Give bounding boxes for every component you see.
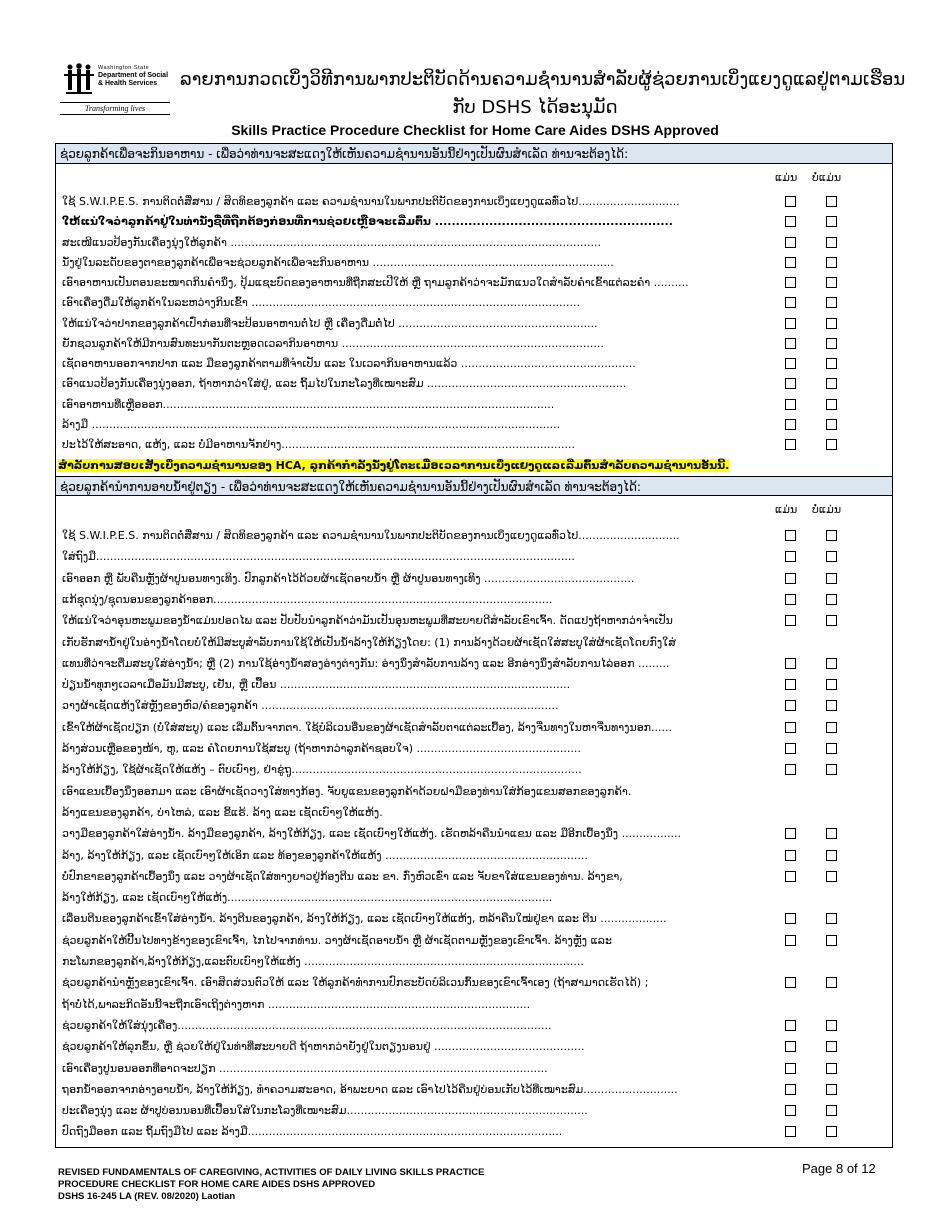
checklist-item: ເຊັດອາຫານອອກຈາກປາກ ແລະ ມືຂອງລູກຄ້າຕາມທີ່ຈຳເປັນ ແລະ ໃນເວລາກິນອາຫານແລ້ວ .................................................. [62,357,636,370]
no-checkbox[interactable] [826,679,837,690]
yes-checkbox[interactable] [785,277,796,288]
yes-checkbox[interactable] [785,977,796,988]
checklist-item: ແກ້ຊຸດນຸ່ງ/ຊຸດນອນຂອງລູກຄ້າອອກ................................................................................................. [62,592,553,606]
yes-checkbox[interactable] [785,871,796,882]
no-checkbox[interactable] [826,615,837,626]
checklist-item: ປະໄວ້ໃຫ້ສະອາດ, ແຫ້ງ, ແລະ ບໍ່ມີອາຫານຈັກຢ່າງ.................................................................................... [62,438,575,451]
yes-checkbox[interactable] [785,913,796,924]
highlight-text: ສຳລັບການສອບເສັງເບິ່ງຄວາມຊຳນານຂອງ HCA, ລູກຄ້າກຳລັງນັ່ງຢູ່ໂຕະເມື່ອເວລາການເບິ່ງແຍງດູແລເລີ່ມຕົ້ນສຳລັບຄວາມຊຳນານອັນນີ້. [58,459,730,472]
checklist-item: ໃສ່ຖົງມື......................................................................................................................................... [62,550,575,564]
dshs-logo [60,60,170,116]
checklist-item: ແທນທີ່ວ່າຈະຕື່ມສະບູໃສ່ອ່າງນ້ຳ; ຫຼື (2) ການໃຊ້ອ່າງນ້ຳສອງອ່າງຕ່າງກັນ: ອ່າງນຶ່ງສຳລັບການລ້າງ ແລະ ອີກອ່າງນຶ່ງສຳລັບການໄລ່ອອກ ......... [62,656,670,670]
footer-line: REVISED FUNDAMENTALS OF CAREGIVING, ACTIVITIES OF DAILY LIVING SKILLS PRACTICE [58,1167,485,1178]
yes-checkbox[interactable] [785,594,796,605]
yes-checkbox[interactable] [785,573,796,584]
section-2-heading: ຊ່ວຍລູກຄ້ານຳການອາບນ້ຳຢູ່ຕຽງ - ເພື່ອວ່າທ່ານຈະສະແດງໃຫ້ເຫັນຄວາມຊຳນານອັນນີ້ຢ່າງເປັນຜົນສຳເລັດ ທ່ານຈະຕ້ອງໄດ້: [56,476,892,496]
no-checkbox[interactable] [826,277,837,288]
no-checkbox[interactable] [826,913,837,924]
title-lao-line1: ລາຍການກວດເບິ່ງວິທີການພາກປະຕິບັດດ້ານຄວາມຊຳນານສຳລັບຜູ້ຊ່ວຍການເບິ່ງແຍງດູແລຢູ່ຕາມເຮືອນ [180,69,906,90]
checklist-item: ໃຊ້ S.W.I.P.E.S. ການຕິດຕໍ່ສື່ສານ / ສິດທິຂອງລູກຄ້າ ແລະ ຄວາມຊຳນານໃນພາກປະຕິບັດຂອງການເບິ່ງແຍງດູແລທົ່ວໄປ............................. [62,529,680,542]
checklist-item: ຖ້າບໍ່ໄດ້,ພາລະກິດອັນນີ້ຈະຖືກເອົາເຖິງຕ່າງຫາກ ........................................................................... [62,997,531,1011]
section-1-heading: ຊ່ວຍລູກຄ້າເພື່ອຈະກິນອາຫານ - ເພື່ອວ່າທ່ານຈະສະແດງໃຫ້ເຫັນຄວາມຊຳນານອັນນີ້ຢ່າງເປັນຜົນສຳເລັດ ທ່ານຈະຕ້ອງໄດ້: [56,144,892,164]
no-checkbox[interactable] [826,297,837,308]
no-checkbox[interactable] [826,1020,837,1031]
checklist-item: ເອົາອອກ ຫຼື ພັບຄືນຫຼັງຜ້າປູນອນທາງເທິງ. ປົກລູກຄ້າໄວ້ດ້ວຍຜ້າເຊັດອາບນ້ຳ ຫຼື ຜ້າປູນອນທາງເທິງ ........................................... [62,571,635,585]
section-1-highlight-note [58,457,890,475]
yes-checkbox[interactable] [785,1084,796,1095]
checklist-item: ປະເຄື່ອງນຸ່ງ ແລະ ຜ້າປູບ່ອນນອນທີ່ເປື້ອນໃສ່ໃນກະໂລງທີ່ເໝາະສົມ..................................................................... [62,1104,588,1118]
checklist-item: ຍັກຊວນລູກຄ້າໃຫ້ມີການສົນທະນາກັນຕະຫຼອດເວລາກິນອາຫານ ........................................................................... [62,336,604,350]
checklist-item: ບໍ່ປົກຂາຂອງລູກຄ້າເບື້ອງນຶ່ງ ແລະ ວາງຜ້າເຊັດໃສ່ທາງຍາວຢູ່ກ້ອງຕີນ ແລະ ຂາ. ກົ່ງຫົວເຂົ່າ ແລະ ຈັບຂາໃສ່ແຂນຂອງທ່ານ. ລ້າງຂາ, [62,869,623,883]
checklist-item: ລ້າງ, ລ້າງໃຫ້ກ້ຽງ, ແລະ ເຊັດເບົາໆໃຫ້ເອິກ ແລະ ທ້ອງຂອງລູກຄ້າໃຫ້ແຫ້ງ .......................................................... [62,848,588,862]
no-checkbox[interactable] [826,700,837,711]
no-checkbox[interactable] [826,573,837,584]
checklist-item: ໃຫ້ແນ່ໃຈວ່າອຸນຫະພູມຂອງນ້ຳແມ່ນປອດໄພ ແລະ ປັບປັບນຳລູກຄ້າວ່າມັນເປັນອຸນຫະພູມທີ່ສະບາຍດີສຳລັບເຂົາເຈົ້າ. ດັດແປງຖ້າຫາກວ່າຈຳເປັນ [62,614,673,628]
checklist-item: ກະໂພກຂອງລູກຄ້າ,ລ້າງໃຫ້ກ້ຽງ,ແລະຕົບເບົາໆໃຫ້ແຫ້ງ ................................................................................ [62,955,584,968]
yes-checkbox[interactable] [785,378,796,389]
checklist-item: ເອົາແຂນເບື້ອງນຶ່ງອອກມາ ແລະ ເອົາຜ້າເຊັດວາງໃສ່ທາງກ້ອງ. ຈັບຍູແຂນຂອງລູກຄ້າດ້ວຍຝາມືຂອງທ່ານໃສ່ກ້ອງແຂນສອກຂອງລູກຄ້າ. [62,784,632,798]
checklist-item: ລ້າງໃຫ້ກ້ຽງ, ແລະ ເຊັດເບົາໆໃຫ້ແຫ້ງ............................................................................................. [62,891,553,905]
yes-checkbox[interactable] [785,615,796,626]
checklist-item: ລ້າງມື ...................................................................................................................................... [62,417,561,431]
page-number: Page 8 of 12 [802,1161,876,1176]
org-line: Department of Social [98,72,169,79]
checklist-item: ລ້າງໃຫ້ກ້ຽງ, ໃຊ້ຜ້າເຊັດໃຫ້ແຫ້ງ – ຕົບເບົາໆ, ຢ່າຂູ່ຖູ................................................................................... [62,763,582,777]
org-line: & Health Services [98,80,158,87]
column-yes-header: ແມ່ນ [775,171,798,184]
yes-checkbox[interactable] [785,1105,796,1116]
yes-checkbox[interactable] [785,338,796,349]
no-checkbox[interactable] [826,828,837,839]
no-checkbox[interactable] [826,551,837,562]
checklist-item: ປ່ຽນນ້ຳທຸກໆເວລາເມື່ອມັນມີສະບູ, ເຢັນ, ຫຼື ເປື້ອນ ................................................................................... [62,678,571,692]
no-checkbox[interactable] [826,419,837,430]
no-checkbox[interactable] [826,216,837,227]
column-no-header: ບໍ່ແມ່ນ [812,503,842,516]
yes-checkbox[interactable] [785,439,796,450]
checklist-item: ວາງຜ້າເຊັດແຫ້ງໃສ່ຫຼັງຂອງຫົວ/ຄໍຂອງລູກຄ້າ ..................................................................................... [62,699,559,713]
checklist-item: ຊ່ວຍລູກຄ້າໃຫ້ໃສ່ນຸ່ງເຄື່ອງ........................................................................................................... [62,1018,552,1032]
form-number: DSHS 16-245 LA (REV. 08/2020) Laotian [58,1191,236,1202]
logo-tagline: Transforming lives [60,102,170,115]
no-checkbox[interactable] [826,1063,837,1074]
no-checkbox[interactable] [826,594,837,605]
footer-line: PROCEDURE CHECKLIST FOR HOME CARE AIDES DSHS APPROVED [58,1179,376,1190]
page-title-english: Skills Practice Procedure Checklist for Home Care Aides DSHS Approved [231,122,719,138]
no-checkbox[interactable] [826,935,837,946]
no-checkbox[interactable] [826,237,837,248]
yes-checkbox[interactable] [785,297,796,308]
yes-checkbox[interactable] [785,530,796,541]
no-checkbox[interactable] [826,764,837,775]
no-checkbox[interactable] [826,1041,837,1052]
checklist-item: ສະເໜີແນວປ້ອງກັນເຄື່ອງນຸ່ງໃຫ້ລູກຄ້າ .......................................................................................................... [62,235,602,249]
yes-checkbox[interactable] [785,399,796,410]
yes-checkbox[interactable] [785,764,796,775]
yes-checkbox[interactable] [785,237,796,248]
no-checkbox[interactable] [826,850,837,861]
yes-checkbox[interactable] [785,1020,796,1031]
title-lao-line2: ກັບ DSHS ໄດ້ອະນຸມັດ [452,97,618,118]
checklist-item: ຖອກນ້ຳອອກຈາກອ່າງອາບນ້ຳ, ລ້າງໃຫ້ກ້ຽງ, ທຳຄວາມສະອາດ, ອ້າພະຍາດ ແລະ ເອົາໄປໄວ້ຄືນຢູ່ບ່ອນເກັບໄວ້ທີ່ເໝາະສົມ........................... [62,1082,678,1096]
no-checkbox[interactable] [826,378,837,389]
checklist-item: ເຂົ້າໃຫ້ຜ້າເຊັດປຽກ (ບໍ່ໃສ່ສະບູ) ແລະ ເລີ່ມຕົ້ນຈາກຕາ. ໃຊ້ບໍລິເວນອື່ນຂອງຜ້າເຊັດສຳລັບຕາແຕ່ລະເບື້ອງ, ລ້າງຈີ່ນທາງໃນຫາຈີ່ນທາງນອກ...... [62,720,673,734]
checklist-item: ວາງມືຂອງລູກຄ້າໃສ່ອ່າງນ້ຳ. ລ້າງມືຂອງລູກຄ້າ, ລ້າງໃຫ້ກ້ຽງ, ແລະ ເຊັດເບົາໆໃຫ້ແຫ້ງ. ເຮັດຫລ້າຄືນນຳແຂນ ແລະ ມືອີກເບື້ອງນຶ່ງ ................. [62,827,682,841]
yes-checkbox[interactable] [785,318,796,329]
checklist-item: ໃຫ້ແນ່ໃຈວ່າປາກຂອງລູກຄ້າເປົ່າກ່ອນທີ່ຈະປ້ອນອາຫານຕໍ່ໄປ ຫຼື ເຄື່ອງດື່ມຕໍ່ໄປ ......................................................... [62,316,598,330]
yes-checkbox[interactable] [785,551,796,562]
no-checkbox[interactable] [826,743,837,754]
yes-checkbox[interactable] [785,1126,796,1137]
column-no-header: ບໍ່ແມ່ນ [812,171,842,184]
checklist-item: ເລື່ອນຕີນຂອງລູກຄ້າເຂົ້າໃສ່ອ່າງນ້ຳ. ລ້າງຕີນຂອງລູກຄ້າ, ລ້າງໃຫ້ກ້ຽງ, ແລະ ເຊັດເບົາໆໃຫ້ແຫ້ງ, ຫລ້າຄືນໃໝ່ຢູ່ຂາ ແລະ ຕີນ ................... [62,912,667,926]
no-checkbox[interactable] [826,1084,837,1095]
no-checkbox[interactable] [826,439,837,450]
checklist-item: ເກັບຮັກສານ້ຳຢູ່ໃນອ່າງນ້ຳໂດຍບໍ່ໃຫ້ມີສະບູສຳລັບການໃຊ້ໃຫ້ເປັນນ້ຳລ້າງໃຫ້ກ້ຽງໂດຍ: (1) ການລ້າງດ້ວຍຜ້າເຊັດໃສ່ສະບູໃສ່ຜ້າເຊັດໂດຍກົງໃສ່ [62,635,676,649]
checklist-item: ຊ່ວຍລູກຄ້າໃຫ້ລຸກຂຶ້ນ, ຫຼື ຊ່ວຍໃຫ້ຢູ່ໃນທ່າທີ່ສະບາຍດີ ຖ້າຫາກວ່າຍັງຢູ່ໃນຕຽງນອນຢູ່ ........................................... [62,1040,585,1054]
dshs-org-name [98,64,168,88]
checklist-item: ເອົາເຄື່ອງດື່ມໃຫ້ລູກຄ້າໃນລະຫວ່າງກິນເຂົ້າ .............................................................................................. [62,296,581,310]
page-title-lao [180,66,906,122]
form-footer [58,1167,484,1203]
yes-checkbox[interactable] [785,196,796,207]
checklist-item: ລ້າງສ່ວນເຫຼືອຂອງໜ້າ, ຫູ, ແລະ ຄໍໂດຍການໃຊ້ສະບູ (ຖ້າຫາກວ່າລູກຄ້າຊອບໃຈ) ............................................... [62,742,581,755]
no-checkbox[interactable] [826,257,837,268]
checklist-item: ເອົາອາຫານທີ່ເຫຼືອອອກ................................................................................................................ [62,397,555,411]
no-checkbox[interactable] [826,399,837,410]
checklist-item: ຊ່ວຍລູກຄ້າໃຫ້ປີ້ນໄປທາງຂ້າງຂອງເຂົາເຈົ້າ, ໄກໄປຈາກທ່ານ. ວາງຜ້າເຊັດອາບນ້ຳ ຫຼື ຜ້າເຊັດຕາມຫຼັງຂອງເຂົາເຈົ້າ. ລ້າງຫຼັງ ແລະ [62,933,612,947]
yes-checkbox[interactable] [785,935,796,946]
yes-checkbox[interactable] [785,743,796,754]
no-checkbox[interactable] [826,338,837,349]
no-checkbox[interactable] [826,977,837,988]
yes-checkbox[interactable] [785,358,796,369]
org-line: Washington State [98,65,150,71]
checklist-item: ໃຫ້ແນ່ໃຈວ່າລູກຄ້າຢູ່ໃນທ່ານັ່ງຊື່ທີ່ຖືກຕ້ອງກ່ອນທີ່ການຊ່ວຍເຫຼືອຈະເລີ່ມຕົ້ນ ......................................................... [62,215,673,229]
dshs-people-icon [64,62,94,98]
yes-checkbox[interactable] [785,1063,796,1074]
yes-checkbox[interactable] [785,850,796,861]
no-checkbox[interactable] [826,1105,837,1116]
yes-checkbox[interactable] [785,216,796,227]
checklist-item: ເອົາແນວປ້ອງກັນເຄື່ອງນຸ່ງອອກ, ຖ້າຫາກວ່າໃສ່ຢູ່, ແລະ ຖິ້ມໄປໃນກະໂລງທີ່ເໝາະສົມ ......................................................... [62,377,627,391]
no-checkbox[interactable] [826,196,837,207]
no-checkbox[interactable] [826,530,837,541]
yes-checkbox[interactable] [785,722,796,733]
yes-checkbox[interactable] [785,679,796,690]
checklist-item: ປົດຖົງມືອອກ ແລະ ຖິ້ມຖົງມືໄປ ແລະ ລ້າງມື.......................................................................................... [62,1125,563,1139]
checklist-item: ເອົາອາຫານເປັນຕອນຂະໜາດກິນຄຳນຶ່ງ, ປຸ້ມແຊະບົດຂອງອາຫານທີ່ຖືກສະເປີໃຫ້ ຫຼື ຖາມລູກຄ້າວ່າຈະມັກແນວໃດສຳລັບຄຳເຂົ້າແຕ່ລະຄຳ .......... [62,276,689,289]
yes-checkbox[interactable] [785,419,796,430]
no-checkbox[interactable] [826,358,837,369]
checklist-item: ນັ່ງຢູ່ໃນລະດັບຂອງຕາຂອງລູກຄ້າເພື່ອຈະຊ່ວຍລູກຄ້າເພື່ອຈະກິນອາຫານ ..................................................................... [62,255,614,269]
yes-checkbox[interactable] [785,257,796,268]
yes-checkbox[interactable] [785,828,796,839]
checklist-item: ຊ່ວຍລູກຄ້ານຳຫຼັງຂອງເຂົາເຈົ້າ. ເອົາສິດສ່ວນຕົວໃຫ້ ແລະ ໃຫ້ລູກຄ້າທຳການປົກຮະບັດບໍລິເວນກົ້ນຂອງເຂົາເຈົ້າເອງ (ຖ້າສາມາດເຮັດໄດ້) ; [62,976,649,990]
yes-checkbox[interactable] [785,658,796,669]
no-checkbox[interactable] [826,871,837,882]
yes-checkbox[interactable] [785,700,796,711]
yes-checkbox[interactable] [785,1041,796,1052]
no-checkbox[interactable] [826,318,837,329]
no-checkbox[interactable] [826,658,837,669]
column-yes-header: ແມ່ນ [775,503,798,516]
checklist-item: ໃຊ້ S.W.I.P.E.S. ການຕິດຕໍ່ສື່ສານ / ສິດທິຂອງລູກຄ້າ ແລະ ຄວາມຊຳນານໃນພາກປະຕິບັດຂອງການເບິ່ງແຍງດູແລທົ່ວໄປ............................. [62,195,680,208]
checklist-item: ລ້າງແຂນຂອງລູກຄ້າ, ບ່າໄຫລ່, ແລະ ຂີ້ແຮ້. ລ້າງ ແລະ ເຊັດເບົາໆໃຫ້ແຫ້ງ. [62,805,383,819]
no-checkbox[interactable] [826,1126,837,1137]
no-checkbox[interactable] [826,722,837,733]
checklist-item: ເອົາເຄື່ອງປູນອນອອກທີ່ອາດຈະປຽກ .............................................................................................. [62,1061,548,1075]
